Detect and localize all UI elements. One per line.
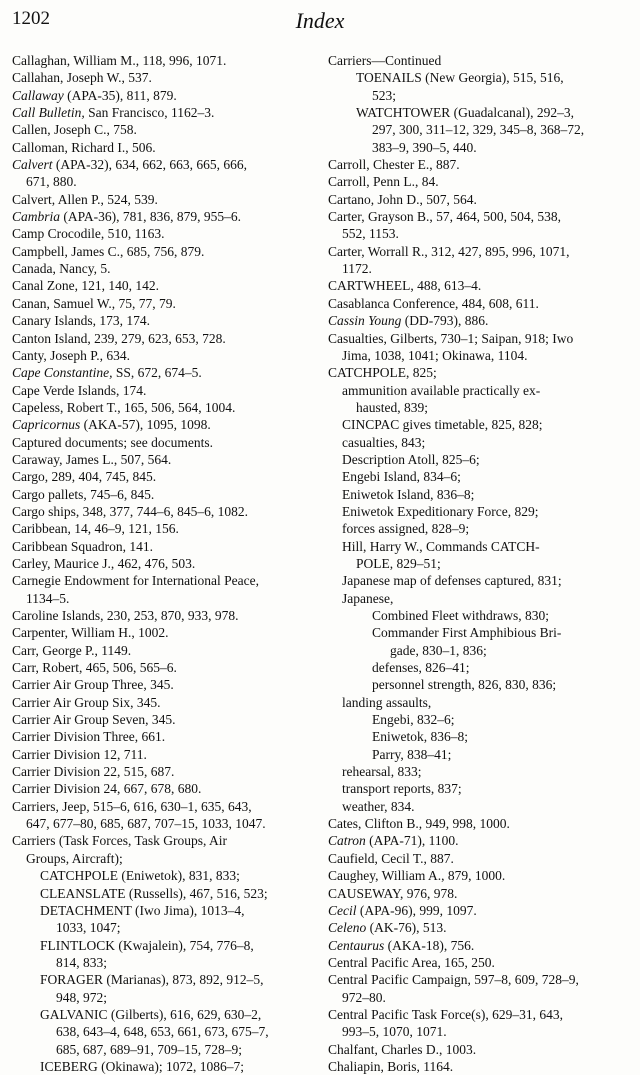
- index-entry: [328, 607, 626, 624]
- index-entry: [328, 885, 626, 902]
- entry-text: forces assigned, 828–9;: [342, 521, 470, 537]
- index-entry: [328, 590, 626, 607]
- index-entry: [12, 1006, 310, 1023]
- index-column-right: [328, 52, 626, 1075]
- entry-text: Caufield, Cecil T., 887.: [328, 850, 454, 866]
- index-entry: [12, 277, 310, 294]
- index-entry: [328, 451, 626, 468]
- entry-text: 297, 300, 311–12, 329, 345–8, 368–72,: [372, 122, 585, 138]
- entry-text: Canan, Samuel W., 75, 77, 79.: [12, 295, 176, 311]
- entry-text: Callahan, Joseph W., 537.: [12, 70, 152, 86]
- entry-text: 1134–5.: [26, 590, 70, 606]
- entry-text: Captured documents; see documents.: [12, 434, 213, 450]
- entry-text: CINCPAC gives timetable, 825, 828;: [342, 417, 543, 433]
- entry-text: (APA-96), 999, 1097.: [356, 902, 477, 918]
- entry-text: transport reports, 837;: [342, 781, 462, 797]
- index-entry: [12, 590, 310, 607]
- entry-text: Cargo pallets, 745–6, 845.: [12, 486, 155, 502]
- index-entry: [328, 69, 626, 86]
- entry-text: GALVANIC (Gilberts), 616, 629, 630–2,: [40, 1006, 262, 1022]
- index-entry: [328, 87, 626, 104]
- index-entry: [12, 538, 310, 555]
- index-entry: [328, 156, 626, 173]
- entry-text: Engebi Island, 834–6;: [342, 469, 461, 485]
- entry-text: personnel strength, 826, 830, 836;: [372, 677, 557, 693]
- index-entry: [328, 711, 626, 728]
- index-entry: [328, 555, 626, 572]
- index-entry: [12, 330, 310, 347]
- entry-text: Chaliapin, Boris, 1164.: [328, 1058, 454, 1074]
- index-entry: [328, 971, 626, 988]
- entry-italic-text: Capricornus: [12, 417, 81, 433]
- index-entry: [12, 486, 310, 503]
- entry-text: Carroll, Chester E., 887.: [328, 157, 460, 173]
- entry-text: Carr, Robert, 465, 506, 565–6.: [12, 660, 177, 676]
- index-entry: [328, 208, 626, 225]
- entry-text: CAUSEWAY, 976, 978.: [328, 885, 458, 901]
- entry-text: Central Pacific Campaign, 597–8, 609, 728–9,: [328, 972, 579, 988]
- index-entry: [328, 832, 626, 849]
- index-entry: [12, 243, 310, 260]
- index-entry: [12, 434, 310, 451]
- entry-text: San Francisco, 1162–3.: [84, 105, 215, 121]
- entry-text: SS, 672, 674–5.: [112, 365, 202, 381]
- entry-text: Callen, Joseph C., 758.: [12, 122, 137, 138]
- entry-text: Eniwetok Island, 836–8;: [342, 486, 475, 502]
- entry-text: Carnegie Endowment for International Peace,: [12, 573, 260, 589]
- index-entry: [12, 139, 310, 156]
- entry-text: Engebi, 832–6;: [372, 712, 455, 728]
- entry-italic-text: Cape Constantine,: [12, 365, 113, 381]
- entry-text: 523;: [372, 87, 397, 103]
- entry-text: 1033, 1047;: [56, 920, 121, 936]
- entry-italic-text: Centaurus: [328, 937, 385, 953]
- index-entry: [328, 954, 626, 971]
- entry-text: Chalfant, Charles D., 1003.: [328, 1041, 477, 1057]
- index-entry: [12, 468, 310, 485]
- index-entry: [12, 624, 310, 641]
- index-entry: [328, 850, 626, 867]
- entry-text: TOENAILS (New Georgia), 515, 516,: [356, 70, 564, 86]
- index-entry: [328, 763, 626, 780]
- entry-text: Cargo ships, 348, 377, 744–6, 845–6, 1082.: [12, 503, 249, 519]
- index-entry: [12, 572, 310, 589]
- index-entry: [12, 208, 310, 225]
- index-entry: [12, 902, 310, 919]
- index-entry: [328, 728, 626, 745]
- index-entry: [12, 694, 310, 711]
- index-entry: [12, 971, 310, 988]
- entry-italic-text: Callaway: [12, 87, 64, 103]
- index-entry: [328, 902, 626, 919]
- index-entry: [328, 434, 626, 451]
- index-entry: [328, 191, 626, 208]
- index-entry: [328, 572, 626, 589]
- index-entry: [328, 1023, 626, 1040]
- index-entry: [12, 416, 310, 433]
- entry-text: weather, 834.: [342, 798, 415, 814]
- entry-text: Caribbean, 14, 46–9, 121, 156.: [12, 521, 179, 537]
- entry-text: Carroll, Penn L., 84.: [328, 174, 439, 190]
- index-entry: [328, 798, 626, 815]
- index-entry: [328, 1006, 626, 1023]
- index-entry: [328, 173, 626, 190]
- entry-text: Calloman, Richard I., 506.: [12, 139, 156, 155]
- index-entry: [12, 763, 310, 780]
- entry-text: (APA-32), 634, 662, 663, 665, 666,: [52, 157, 248, 173]
- index-entry: [12, 69, 310, 86]
- index-entry: [328, 694, 626, 711]
- entry-text: Caroline Islands, 230, 253, 870, 933, 978.: [12, 608, 239, 623]
- index-entry: [328, 104, 626, 121]
- index-entry: [12, 676, 310, 693]
- index-entry: [328, 676, 626, 693]
- entry-text: Parry, 838–41;: [372, 746, 452, 762]
- index-entry: [328, 780, 626, 797]
- index-entry: [12, 347, 310, 364]
- entry-text: Canada, Nancy, 5.: [12, 261, 111, 277]
- index-entry: [12, 711, 310, 728]
- index-entry: [328, 312, 626, 329]
- index-entry: [12, 885, 310, 902]
- entry-italic-text: Celeno: [328, 920, 367, 936]
- entry-text: Eniwetok Expeditionary Force, 829;: [342, 503, 539, 519]
- entry-text: (AKA-57), 1095, 1098.: [80, 417, 211, 433]
- entry-text: Carrier Air Group Three, 345.: [12, 677, 174, 693]
- entry-text: (AK-76), 513.: [366, 920, 447, 936]
- entry-text: Casablanca Conference, 484, 608, 611.: [328, 295, 539, 311]
- entry-text: CARTWHEEL, 488, 613–4.: [328, 278, 482, 294]
- entry-italic-text: Catron: [328, 833, 366, 849]
- entry-text: Caraway, James L., 507, 564.: [12, 451, 172, 467]
- entry-text: Canary Islands, 173, 174.: [12, 313, 150, 329]
- entry-text: Camp Crocodile, 510, 1163.: [12, 226, 165, 242]
- entry-text: Carrier Division 24, 667, 678, 680.: [12, 781, 202, 797]
- entry-text: Central Pacific Area, 165, 250.: [328, 954, 495, 970]
- index-entry: [12, 989, 310, 1006]
- entry-text: Canty, Joseph P., 634.: [12, 347, 131, 363]
- entry-text: CATCHPOLE (Eniwetok), 831, 833;: [40, 868, 240, 884]
- index-entry: [328, 277, 626, 294]
- index-entry: [328, 399, 626, 416]
- index-entry: [12, 659, 310, 676]
- index-entry: [328, 52, 626, 69]
- index-entry: [12, 364, 310, 381]
- entry-text: (AKA-18), 756.: [384, 937, 475, 953]
- entry-italic-text: Calvert: [12, 157, 53, 173]
- entry-text: defenses, 826–41;: [372, 660, 470, 676]
- entry-text: Central Pacific Task Force(s), 629–31, 643,: [328, 1006, 564, 1022]
- index-entry: [328, 295, 626, 312]
- entry-text: Calvert, Allen P., 524, 539.: [12, 191, 158, 207]
- index-entry: [328, 139, 626, 156]
- entry-text: Campbell, James C., 685, 756, 879.: [12, 243, 205, 259]
- entry-text: Carrier Air Group Seven, 345.: [12, 712, 176, 728]
- entry-text: Cates, Clifton B., 949, 998, 1000.: [328, 816, 510, 832]
- index-entry: [12, 1058, 310, 1075]
- entry-text: ICEBERG (Okinawa); 1072, 1086–7;: [40, 1058, 244, 1074]
- entry-text: Hill, Harry W., Commands CATCH-: [342, 538, 540, 554]
- index-entry: [328, 815, 626, 832]
- index-entry: [12, 451, 310, 468]
- entry-text: Cartano, John D., 507, 564.: [328, 191, 477, 207]
- entry-text: CLEANSLATE (Russells), 467, 516, 523;: [40, 885, 268, 901]
- index-entry: [328, 486, 626, 503]
- index-entry: [12, 87, 310, 104]
- entry-text: landing assaults,: [342, 694, 432, 710]
- index-entry: [328, 746, 626, 763]
- index-entry: [12, 260, 310, 277]
- entry-text: Carrier Division 22, 515, 687.: [12, 764, 175, 780]
- entry-text: Commander First Amphibious Bri-: [372, 625, 562, 641]
- index-entry: [12, 832, 310, 849]
- entry-text: Jima, 1038, 1041; Okinawa, 1104.: [342, 347, 528, 363]
- entry-text: Description Atoll, 825–6;: [342, 451, 480, 467]
- entry-text: 685, 687, 689–91, 709–15, 728–9;: [56, 1041, 243, 1057]
- index-entry: [12, 867, 310, 884]
- entry-text: Casualties, Gilberts, 730–1; Saipan, 918; Iwo: [328, 330, 574, 346]
- entry-text: 647, 677–80, 685, 687, 707–15, 1033, 1047.: [26, 816, 266, 832]
- entry-text: FLINTLOCK (Kwajalein), 754, 776–8,: [40, 937, 254, 953]
- entry-text: WATCHTOWER (Guadalcanal), 292–3,: [356, 105, 574, 121]
- entry-text: Groups, Aircraft);: [26, 850, 123, 866]
- entry-text: Carter, Worrall R., 312, 427, 895, 996, 1071,: [328, 243, 570, 259]
- index-entry: [12, 937, 310, 954]
- index-entry: [12, 746, 310, 763]
- index-entry: [328, 624, 626, 641]
- index-entry: [12, 225, 310, 242]
- entry-text: Canal Zone, 121, 140, 142.: [12, 278, 159, 294]
- entry-text: 671, 880.: [26, 174, 77, 190]
- entry-text: Carley, Maurice J., 462, 476, 503.: [12, 555, 196, 571]
- entry-text: Japanese map of defenses captured, 831;: [342, 573, 562, 589]
- entry-text: (APA-35), 811, 879.: [63, 87, 177, 103]
- entry-text: 814, 833;: [56, 954, 108, 970]
- index-entry: [328, 1041, 626, 1058]
- entry-text: Canton Island, 239, 279, 623, 653, 728.: [12, 330, 226, 346]
- index-entry: [12, 642, 310, 659]
- index-entry: [12, 52, 310, 69]
- index-column-left: [12, 52, 310, 1075]
- entry-text: Caribbean Squadron, 141.: [12, 538, 153, 554]
- entry-text: 552, 1153.: [342, 226, 399, 242]
- entry-italic-text: Cambria: [12, 209, 61, 225]
- index-entry: [12, 850, 310, 867]
- index-entry: [12, 312, 310, 329]
- entry-italic-text: Call Bulletin,: [12, 105, 85, 121]
- page-title: Index: [295, 8, 345, 33]
- entry-text: Combined Fleet withdraws, 830;: [372, 608, 549, 623]
- entry-text: Carrier Division 12, 711.: [12, 746, 147, 762]
- index-entry: [12, 191, 310, 208]
- index-entry: [12, 382, 310, 399]
- entry-italic-text: Cecil: [328, 902, 357, 918]
- entry-text: 972–80.: [342, 989, 386, 1005]
- page-header: [12, 8, 628, 36]
- entry-text: Callaghan, William M., 118, 996, 1071.: [12, 53, 227, 68]
- index-entry: [12, 121, 310, 138]
- entry-text: Cargo, 289, 404, 745, 845.: [12, 469, 157, 485]
- entry-italic-text: Cassin Young: [328, 313, 402, 329]
- index-entry: [328, 538, 626, 555]
- entry-text: 638, 643–4, 648, 653, 661, 673, 675–7,: [56, 1024, 269, 1040]
- index-entry: [12, 728, 310, 745]
- index-entry: [12, 173, 310, 190]
- index-entry: [328, 225, 626, 242]
- entry-text: Cape Verde Islands, 174.: [12, 382, 147, 398]
- index-entry: [328, 364, 626, 381]
- entry-text: casualties, 843;: [342, 434, 426, 450]
- entry-text: Carriers (Task Forces, Task Groups, Air: [12, 833, 227, 849]
- entry-text: Carriers—Continued: [328, 53, 442, 68]
- index-entry: [328, 989, 626, 1006]
- entry-text: 993–5, 1070, 1071.: [342, 1024, 447, 1040]
- index-entry: [328, 503, 626, 520]
- index-entry: [12, 954, 310, 971]
- entry-text: (DD-793), 886.: [401, 313, 489, 329]
- entry-text: CATCHPOLE, 825;: [328, 365, 437, 381]
- index-entry: [12, 503, 310, 520]
- entry-text: Carrier Division Three, 661.: [12, 729, 166, 745]
- entry-text: (APA-71), 1100.: [365, 833, 459, 849]
- index-entry: [328, 642, 626, 659]
- index-entry: [12, 520, 310, 537]
- index-entry: [12, 780, 310, 797]
- index-entry: [12, 798, 310, 815]
- index-entry: [12, 607, 310, 624]
- index-entry: [12, 104, 310, 121]
- entry-text: gade, 830–1, 836;: [390, 642, 487, 658]
- index-entry: [328, 867, 626, 884]
- page-number: 1202: [12, 8, 50, 29]
- index-entry: [328, 416, 626, 433]
- index-entry: [328, 382, 626, 399]
- index-entry: [12, 555, 310, 572]
- index-entry: [328, 260, 626, 277]
- index-entry: [328, 937, 626, 954]
- entry-text: rehearsal, 833;: [342, 764, 422, 780]
- index-entry: [12, 295, 310, 312]
- index-entry: [328, 121, 626, 138]
- entry-text: Eniwetok, 836–8;: [372, 729, 468, 745]
- entry-text: Caughey, William A., 879, 1000.: [328, 868, 506, 884]
- index-entry: [328, 1058, 626, 1075]
- entry-text: (APA-36), 781, 836, 879, 955–6.: [60, 209, 242, 225]
- index-entry: [12, 156, 310, 173]
- index-entry: [12, 919, 310, 936]
- index-entry: [328, 919, 626, 936]
- index-entry: [12, 1041, 310, 1058]
- entry-text: ammunition available practically ex-: [342, 382, 541, 398]
- entry-text: Carter, Grayson B., 57, 464, 500, 504, 538,: [328, 209, 562, 225]
- index-entry: [328, 243, 626, 260]
- entry-text: POLE, 829–51;: [356, 555, 441, 571]
- index-entry: [12, 815, 310, 832]
- entry-text: FORAGER (Marianas), 873, 892, 912–5,: [40, 972, 264, 988]
- index-entry: [328, 330, 626, 347]
- index-entry: [12, 399, 310, 416]
- entry-text: 1172.: [342, 261, 372, 277]
- index-entry: [12, 1023, 310, 1040]
- index-entry: [328, 347, 626, 364]
- index-entry: [328, 468, 626, 485]
- entry-text: Carpenter, William H., 1002.: [12, 625, 169, 641]
- entry-text: 948, 972;: [56, 989, 108, 1005]
- entry-text: Capeless, Robert T., 165, 506, 564, 1004.: [12, 399, 236, 415]
- entry-text: Carrier Air Group Six, 345.: [12, 694, 161, 710]
- index-entry: [328, 659, 626, 676]
- entry-text: Japanese,: [342, 590, 394, 606]
- entry-text: 383–9, 390–5, 440.: [372, 139, 477, 155]
- entry-text: hausted, 839;: [356, 399, 428, 415]
- entry-text: DETACHMENT (Iwo Jima), 1013–4,: [40, 902, 245, 918]
- entry-text: Carriers, Jeep, 515–6, 616, 630–1, 635, 643,: [12, 798, 252, 814]
- index-entry: [328, 520, 626, 537]
- entry-text: Carr, George P., 1149.: [12, 642, 132, 658]
